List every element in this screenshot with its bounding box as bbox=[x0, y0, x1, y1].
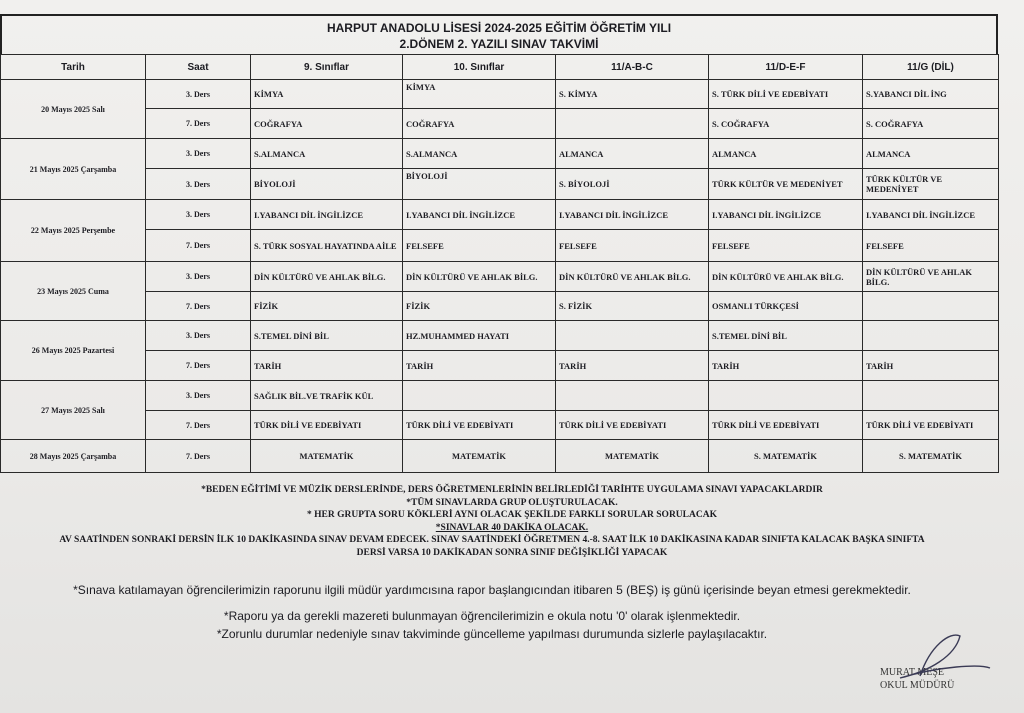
note-8: *Raporu ya da gerekli mazereti bulunmayan öğrencilerimizin e okula notu '0' olarak işlenmektedir. bbox=[223, 609, 741, 623]
exam-cell: I.YABANCI DİL İNGİLİZCE bbox=[403, 200, 556, 230]
note-7: *Sınava katılamayan öğrencilerimizin raporunu ilgili müdür yardımcısına rapor başlangıcından itibaren 5 (BEŞ) iş günü içerisinde beyan etmesi gerekmektedir. bbox=[73, 583, 911, 597]
exam-cell: S.YABANCI DİL İNG bbox=[863, 80, 999, 109]
exam-cell: FELSEFE bbox=[863, 230, 999, 262]
note-3: * HER GRUPTA SORU KÖKLERİ AYNI OLACAK ŞEKİLDE FARKLI SORULAR SORULACAK bbox=[307, 510, 717, 520]
table-row bbox=[1, 351, 999, 381]
period-cell: 7. Ders bbox=[146, 411, 251, 440]
table-row bbox=[1, 262, 999, 292]
exam-cell: TÜRK KÜLTÜR VE MEDENİYET bbox=[709, 169, 863, 200]
header-11g: 11/G (DİL) bbox=[863, 55, 999, 80]
exam-cell: I.YABANCI DİL İNGİLİZCE bbox=[709, 200, 863, 230]
exam-cell: DİN KÜLTÜRÜ VE AHLAK BİLG. bbox=[556, 262, 709, 292]
notes-section bbox=[0, 484, 1024, 643]
exam-cell: S. BİYOLOJİ bbox=[556, 169, 709, 200]
table-row bbox=[1, 230, 999, 262]
exam-cell: KİMYA bbox=[403, 80, 556, 109]
period-cell: 7. Ders bbox=[146, 440, 251, 473]
exam-cell: S. COĞRAFYA bbox=[863, 109, 999, 139]
signature-title: OKUL MÜDÜRÜ bbox=[880, 680, 955, 691]
note-1: *BEDEN EĞİTİMİ VE MÜZİK DERSLERİNDE, DERS ÖĞRETMENLERİNİN BELİRLEDİĞİ TARİHTE UYGULAMA SINAVI YAPACAKLARDIR bbox=[201, 485, 823, 495]
exam-cell: S. TÜRK DİLİ VE EDEBİYATI bbox=[709, 80, 863, 109]
exam-cell: TÜRK DİLİ VE EDEBİYATI bbox=[556, 411, 709, 440]
date-cell: 23 Mayıs 2025 Cuma bbox=[1, 262, 146, 321]
table-row bbox=[1, 109, 999, 139]
exam-cell bbox=[556, 321, 709, 351]
exam-cell: ALMANCA bbox=[556, 139, 709, 169]
exam-cell: MATEMATİK bbox=[251, 440, 403, 473]
exam-cell bbox=[863, 292, 999, 321]
exam-cell: FELSEFE bbox=[709, 230, 863, 262]
date-cell: 21 Mayıs 2025 Çarşamba bbox=[1, 139, 146, 200]
period-cell: 3. Ders bbox=[146, 200, 251, 230]
exam-cell bbox=[556, 381, 709, 411]
exam-cell: BİYOLOJİ bbox=[403, 169, 556, 200]
table-row bbox=[1, 381, 999, 411]
exam-cell: FELSEFE bbox=[556, 230, 709, 262]
date-cell: 22 Mayıs 2025 Perşembe bbox=[1, 200, 146, 262]
exam-cell: S.ALMANCA bbox=[403, 139, 556, 169]
header-saat: Saat bbox=[146, 55, 251, 80]
exam-cell bbox=[863, 321, 999, 351]
title-line-1: HARPUT ANADOLU LİSESİ 2024-2025 EĞİTİM ÖĞRETİM YILI bbox=[326, 21, 672, 35]
exam-cell: TARİH bbox=[403, 351, 556, 381]
exam-cell: TARİH bbox=[709, 351, 863, 381]
table-row bbox=[1, 292, 999, 321]
exam-cell bbox=[863, 381, 999, 411]
exam-cell: TÜRK DİLİ VE EDEBİYATI bbox=[863, 411, 999, 440]
table-row bbox=[1, 80, 999, 109]
exam-cell: S. KİMYA bbox=[556, 80, 709, 109]
header-10: 10. Sınıflar bbox=[403, 55, 556, 80]
exam-cell: COĞRAFYA bbox=[403, 109, 556, 139]
period-cell: 7. Ders bbox=[146, 292, 251, 321]
date-cell: 26 Mayıs 2025 Pazartesi bbox=[1, 321, 146, 381]
title-box bbox=[0, 14, 998, 54]
exam-cell: S. COĞRAFYA bbox=[709, 109, 863, 139]
exam-cell: OSMANLI TÜRKÇESİ bbox=[709, 292, 863, 321]
table-row bbox=[1, 440, 999, 473]
exam-cell: BİYOLOJİ bbox=[251, 169, 403, 200]
exam-cell: DİN KÜLTÜRÜ VE AHLAK BİLG. bbox=[863, 262, 999, 292]
exam-cell: I.YABANCI DİL İNGİLİZCE bbox=[556, 200, 709, 230]
header-11def: 11/D-E-F bbox=[709, 55, 863, 80]
exam-cell: TÜRK KÜLTÜR VE MEDENİYET bbox=[863, 169, 999, 200]
period-cell: 7. Ders bbox=[146, 230, 251, 262]
exam-cell: ALMANCA bbox=[863, 139, 999, 169]
exam-cell: TÜRK DİLİ VE EDEBİYATI bbox=[709, 411, 863, 440]
exam-cell: TARİH bbox=[556, 351, 709, 381]
exam-cell: S. MATEMATİK bbox=[863, 440, 999, 473]
header-11abc: 11/A-B-C bbox=[556, 55, 709, 80]
exam-cell bbox=[709, 381, 863, 411]
exam-cell: TARİH bbox=[863, 351, 999, 381]
schedule-body bbox=[1, 80, 999, 473]
exam-cell: HZ.MUHAMMED HAYATI bbox=[403, 321, 556, 351]
signature-scribble-icon bbox=[860, 626, 1000, 686]
schedule-container bbox=[0, 14, 998, 473]
exam-cell: S. TÜRK SOSYAL HAYATINDA AİLE bbox=[251, 230, 403, 262]
date-cell: 27 Mayıs 2025 Salı bbox=[1, 381, 146, 440]
exam-cell: FELSEFE bbox=[403, 230, 556, 262]
exam-cell: TÜRK DİLİ VE EDEBİYATI bbox=[403, 411, 556, 440]
table-row bbox=[1, 411, 999, 440]
exam-cell: I.YABANCI DİL İNGİLİZCE bbox=[251, 200, 403, 230]
exam-cell: FİZİK bbox=[403, 292, 556, 321]
exam-cell: S.TEMEL DİNİ BİL bbox=[709, 321, 863, 351]
exam-cell: S.TEMEL DİNİ BİL bbox=[251, 321, 403, 351]
exam-cell: DİN KÜLTÜRÜ VE AHLAK BİLG. bbox=[709, 262, 863, 292]
date-cell: 28 Mayıs 2025 Çarşamba bbox=[1, 440, 146, 473]
table-row bbox=[1, 169, 999, 200]
period-cell: 3. Ders bbox=[146, 169, 251, 200]
period-cell: 7. Ders bbox=[146, 109, 251, 139]
exam-cell: DİN KÜLTÜRÜ VE AHLAK BİLG. bbox=[251, 262, 403, 292]
exam-cell: KİMYA bbox=[251, 80, 403, 109]
exam-cell: SAĞLIK BİL.VE TRAFİK KÜL bbox=[251, 381, 403, 411]
signature-block bbox=[880, 666, 954, 692]
header-9: 9. Sınıflar bbox=[251, 55, 403, 80]
header-tarih: Tarih bbox=[1, 55, 146, 80]
period-cell: 3. Ders bbox=[146, 321, 251, 351]
signature-name: MURAT MEŞE bbox=[880, 667, 944, 678]
exam-cell: MATEMATİK bbox=[403, 440, 556, 473]
period-cell: 3. Ders bbox=[146, 139, 251, 169]
period-cell: 3. Ders bbox=[146, 262, 251, 292]
exam-cell bbox=[403, 381, 556, 411]
exam-cell: S.ALMANCA bbox=[251, 139, 403, 169]
table-row bbox=[1, 200, 999, 230]
exam-cell: ALMANCA bbox=[709, 139, 863, 169]
note-6: DERSİ VARSA 10 DAKİKADAN SONRA SINIF DEĞİŞİKLİĞİ YAPACAK bbox=[356, 547, 668, 558]
exam-cell: COĞRAFYA bbox=[251, 109, 403, 139]
note-2: *TÜM SINAVLARDA GRUP OLUŞTURULACAK. bbox=[406, 497, 618, 508]
exam-cell: MATEMATİK bbox=[556, 440, 709, 473]
exam-cell: S. MATEMATİK bbox=[709, 440, 863, 473]
date-cell: 20 Mayıs 2025 Salı bbox=[1, 80, 146, 139]
exam-cell: FİZİK bbox=[251, 292, 403, 321]
header-row bbox=[1, 55, 999, 80]
exam-cell: TÜRK DİLİ VE EDEBİYATI bbox=[251, 411, 403, 440]
period-cell: 7. Ders bbox=[146, 351, 251, 381]
exam-cell: S. FİZİK bbox=[556, 292, 709, 321]
exam-cell: DİN KÜLTÜRÜ VE AHLAK BİLG. bbox=[403, 262, 556, 292]
exam-cell bbox=[556, 109, 709, 139]
period-cell: 3. Ders bbox=[146, 381, 251, 411]
table-row bbox=[1, 139, 999, 169]
exam-cell: I.YABANCI DİL İNGİLİZCE bbox=[863, 200, 999, 230]
exam-schedule-table bbox=[0, 54, 999, 473]
title-line-2: 2.DÖNEM 2. YAZILI SINAV TAKVİMİ bbox=[399, 37, 599, 51]
note-5: AV SAATİNDEN SONRAKİ DERSİN İLK 10 DAKİKASINDA SINAV DEVAM EDECEK. SINAV SAATİNDEKİ ÖĞRETMEN 4.-8. SAAT İLK 10 DAKİKASINA KADAR SINIFTA KALACAK BAŞKA SINIFTA bbox=[59, 535, 925, 545]
period-cell: 3. Ders bbox=[146, 80, 251, 109]
note-4: *SINAVLAR 40 DAKİKA OLACAK. bbox=[435, 522, 589, 533]
note-9: *Zorunlu durumlar nedeniyle sınav takviminde güncelleme yapılması durumunda sizlerle paylaşılacaktır. bbox=[216, 627, 768, 641]
exam-cell: TARİH bbox=[251, 351, 403, 381]
table-row bbox=[1, 321, 999, 351]
